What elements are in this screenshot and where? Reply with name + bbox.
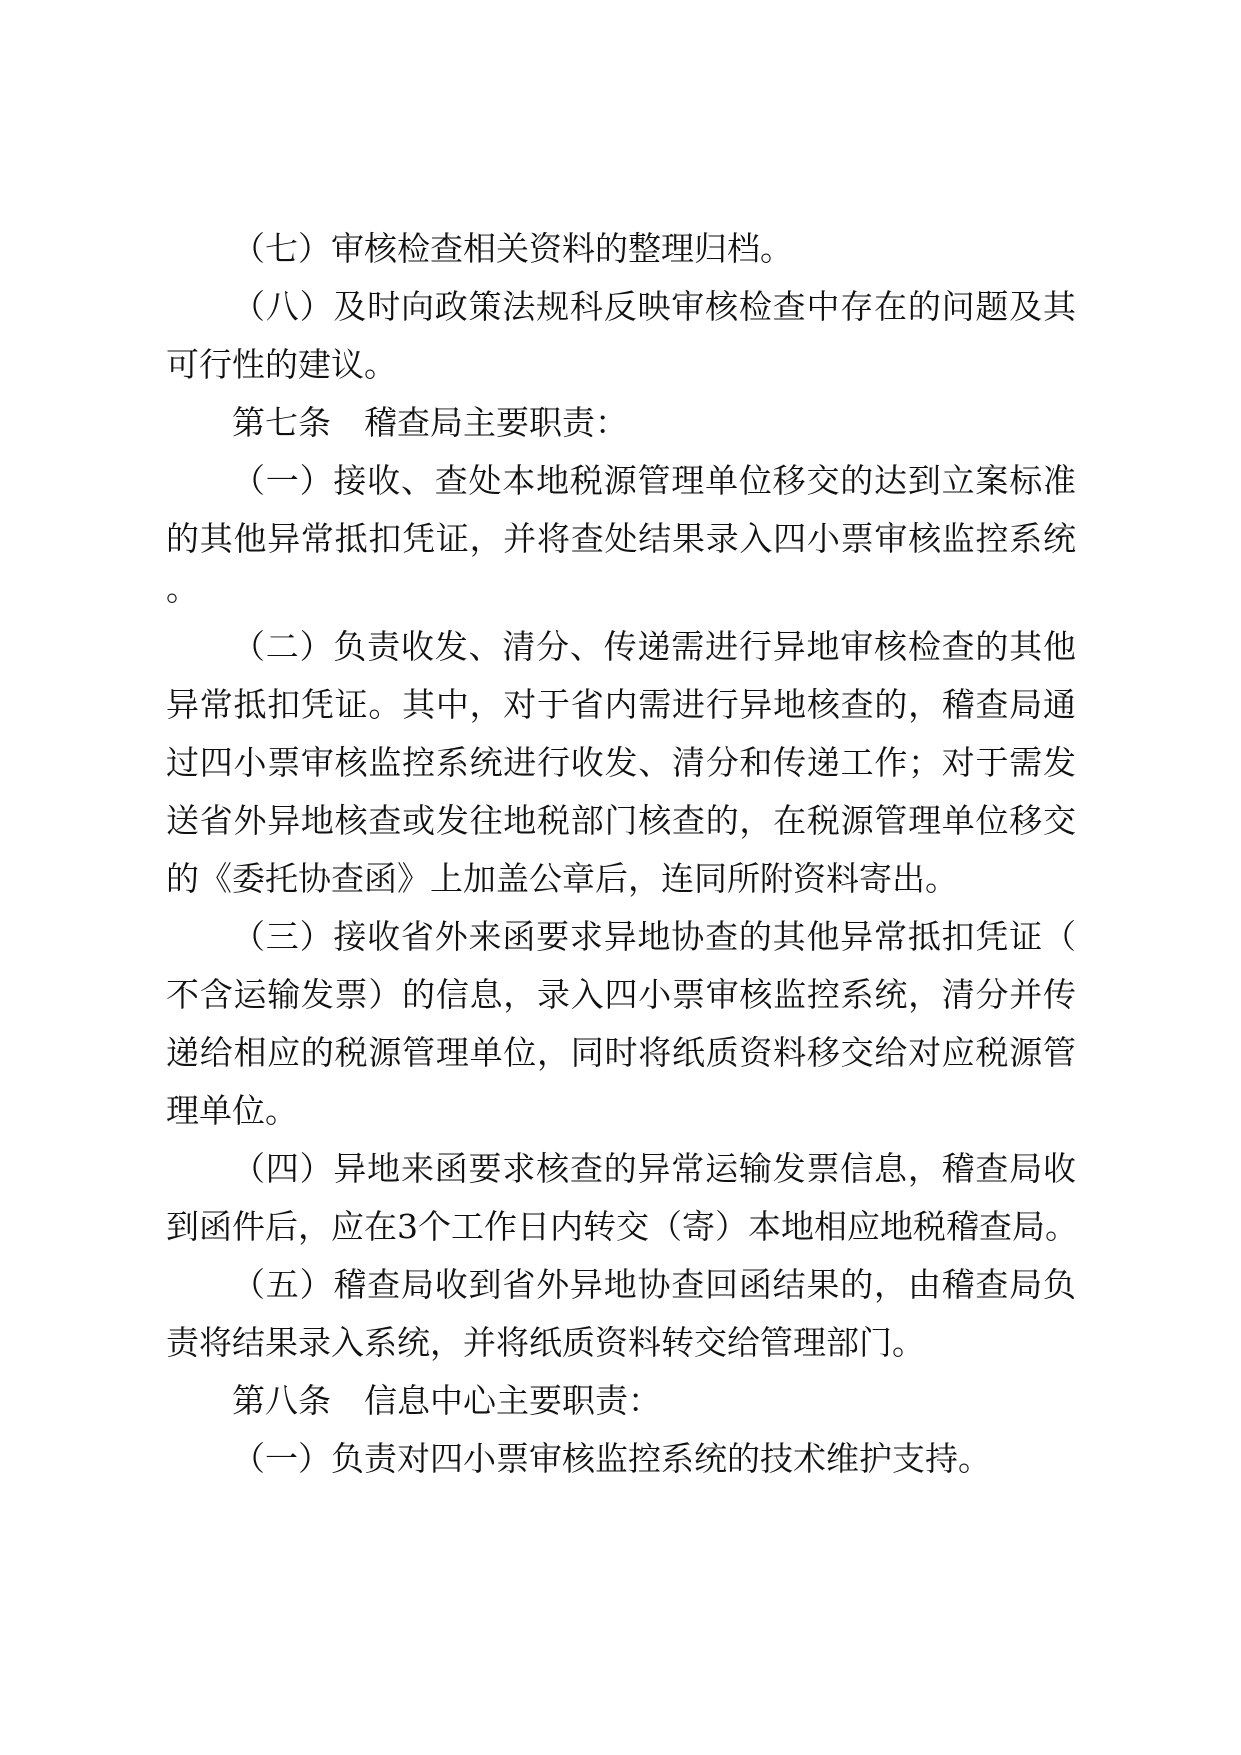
- paragraph-line: 的其他异常抵扣凭证，并将查处结果录入四小票审核监控系统: [166, 519, 1076, 558]
- paragraph-line: （四）异地来函要求核查的异常运输发票信息，稽查局收: [232, 1149, 1076, 1188]
- paragraph-line: 可行性的建议。: [166, 345, 397, 384]
- paragraph-line: （二）负责收发、清分、传递需进行异地审核检查的其他: [232, 627, 1076, 666]
- paragraph-line: 的《委托协查函》上加盖公章后，连同所附资料寄出。: [166, 859, 958, 898]
- paragraph-line: 。: [166, 569, 199, 608]
- article-heading: 第八条 信息中心主要职责：: [232, 1381, 661, 1420]
- paragraph-line: 责将结果录入系统，并将纸质资料转交给管理部门。: [166, 1323, 925, 1362]
- paragraph-line: 异常抵扣凭证。其中，对于省内需进行异地核查的，稽查局通: [166, 685, 1076, 724]
- paragraph-line: 理单位。: [166, 1091, 298, 1130]
- paragraph-line: （一）接收、查处本地税源管理单位移交的达到立案标准: [232, 461, 1076, 500]
- paragraph-line: 不含运输发票）的信息，录入四小票审核监控系统，清分并传: [166, 975, 1076, 1014]
- paragraph-line: 到函件后，应在3个工作日内转交（寄）本地相应地税稽查局。: [166, 1207, 1078, 1246]
- paragraph-line: （三）接收省外来函要求异地协查的其他异常抵扣凭证（: [232, 917, 1076, 956]
- paragraph-line: （一）负责对四小票审核监控系统的技术维护支持。: [232, 1439, 991, 1478]
- paragraph-line: （七）审核检查相关资料的整理归档。: [232, 229, 793, 268]
- paragraph-line: （八）及时向政策法规科反映审核检查中存在的问题及其: [232, 287, 1076, 326]
- paragraph-line: （五）稽查局收到省外异地协查回函结果的，由稽查局负: [232, 1265, 1076, 1304]
- paragraph-line: 送省外异地核查或发往地税部门核查的，在税源管理单位移交: [166, 801, 1076, 840]
- article-heading: 第七条 稽查局主要职责：: [232, 403, 628, 442]
- paragraph-line: 过四小票审核监控系统进行收发、清分和传递工作；对于需发: [166, 743, 1076, 782]
- paragraph-line: 递给相应的税源管理单位，同时将纸质资料移交给对应税源管: [166, 1033, 1076, 1072]
